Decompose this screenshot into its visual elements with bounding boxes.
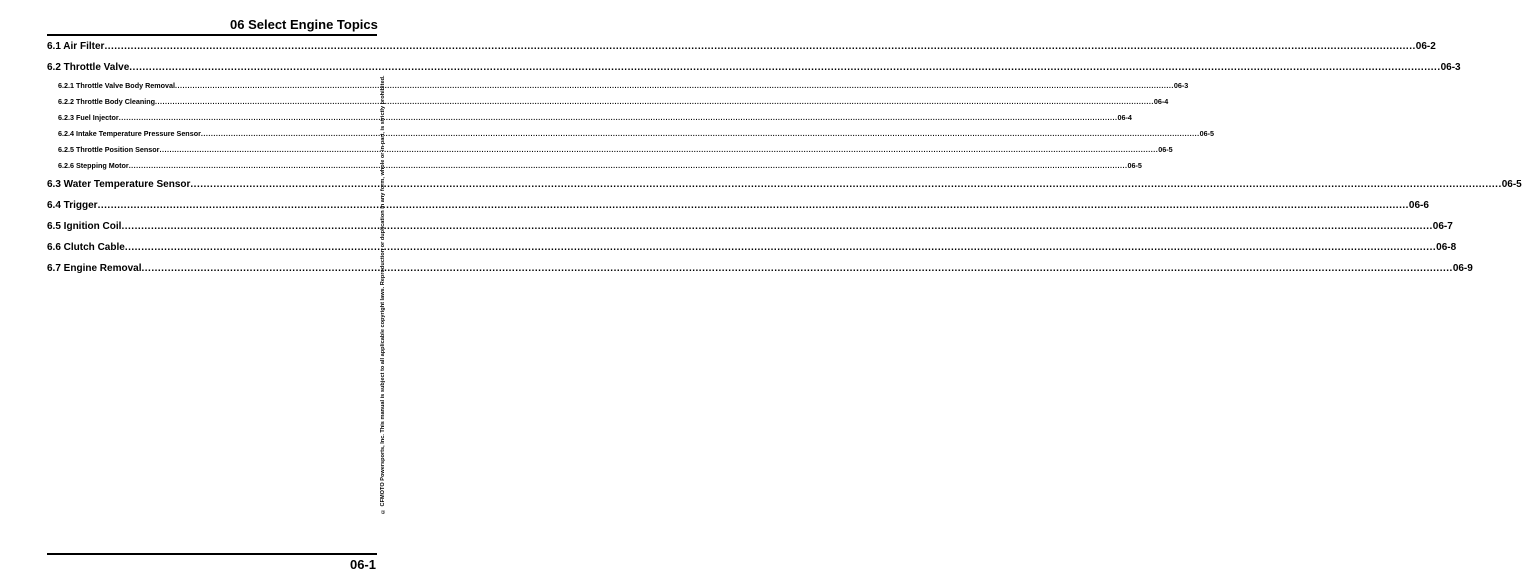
toc-entry-page: 06-4 xyxy=(1153,97,1169,106)
toc-entry-title: 6.6 Clutch Cable xyxy=(47,242,125,253)
toc-entry-title: 6.2.4 Intake Temperature Pressure Sensor xyxy=(58,129,201,138)
toc-leader-dots: ................................................................................................................................................................................................................................................................................................................................................................................................................ xyxy=(159,145,1159,154)
page-number: 06-1 xyxy=(349,557,376,572)
toc-entry[interactable] xyxy=(47,237,1457,258)
toc-leader-dots: ................................................................................................................................................................................................................................................................................................................................................................................................................ xyxy=(104,41,1416,52)
toc-subentry[interactable] xyxy=(47,158,1142,174)
toc-entry[interactable] xyxy=(47,195,1429,216)
toc-subentry[interactable] xyxy=(47,126,1215,142)
toc-entry[interactable] xyxy=(47,216,1453,237)
toc-entry-page: 06-5 xyxy=(1199,129,1215,138)
toc-subentry[interactable] xyxy=(47,142,1173,158)
toc-entry-page: 06-7 xyxy=(1432,221,1453,232)
toc-entry-title: 6.1 Air Filter xyxy=(47,41,105,52)
footer-rule xyxy=(47,553,377,555)
toc-entry-page: 06-2 xyxy=(1415,41,1436,52)
toc-entry-title: 6.2 Throttle Valve xyxy=(47,62,130,73)
toc-leader-dots: ................................................................................................................................................................................................................................................................................................................................................................................................................ xyxy=(155,97,1154,106)
toc-leader-dots: ................................................................................................................................................................................................................................................................................................................................................................................................................ xyxy=(129,62,1441,73)
toc-subentry[interactable] xyxy=(47,94,1169,110)
toc-entry-page: 06-5 xyxy=(1127,161,1142,170)
chapter-title: 06 Select Engine Topics xyxy=(230,17,378,32)
toc-leader-dots: ................................................................................................................................................................................................................................................................................................................................................................................................................ xyxy=(124,242,1437,253)
toc-entry-title: 6.7 Engine Removal xyxy=(47,263,142,274)
toc-entry-title: 6.2.5 Throttle Position Sensor xyxy=(58,145,160,154)
table-of-contents xyxy=(47,36,1522,279)
toc-leader-dots: ................................................................................................................................................................................................................................................................................................................................................................................................................ xyxy=(190,179,1502,190)
toc-entry[interactable] xyxy=(47,174,1522,195)
toc-entry-title: 6.4 Trigger xyxy=(47,200,98,211)
toc-entry-page: 06-6 xyxy=(1408,200,1429,211)
toc-entry-title: 6.2.3 Fuel Injector xyxy=(58,113,119,122)
toc-entry-page: 06-3 xyxy=(1440,62,1461,73)
toc-entry-page: 06-3 xyxy=(1173,81,1189,90)
toc-entry[interactable] xyxy=(47,258,1473,279)
toc-leader-dots: ................................................................................................................................................................................................................................................................................................................................................................................................................ xyxy=(97,200,1409,211)
toc-entry-page: 06-8 xyxy=(1436,242,1457,253)
toc-entry-page: 06-5 xyxy=(1158,145,1173,154)
toc-entry-page: 06-5 xyxy=(1501,179,1522,190)
toc-leader-dots: ................................................................................................................................................................................................................................................................................................................................................................................................................ xyxy=(200,129,1200,138)
toc-entry[interactable] xyxy=(47,36,1436,57)
toc-entry-title: 6.3 Water Temperature Sensor xyxy=(47,179,191,190)
toc-leader-dots: ................................................................................................................................................................................................................................................................................................................................................................................................................ xyxy=(175,81,1174,90)
toc-entry-title: 6.2.6 Stepping Motor xyxy=(58,161,129,170)
toc-entry-page: 06-9 xyxy=(1452,263,1473,274)
toc-subentry[interactable] xyxy=(47,78,1189,94)
toc-entry-title: 6.2.2 Throttle Body Cleaning xyxy=(58,97,156,106)
toc-entry-title: 6.5 Ignition Coil xyxy=(47,221,122,232)
copyright-notice: © CFMOTO Powersports, Inc. This manual is subject to all applicable copyright laws. Reproduction or duplication in any form, whole or in-part, is strictly prohibited. xyxy=(380,75,386,515)
toc-entry-page: 06-4 xyxy=(1117,113,1132,122)
toc-leader-dots: ................................................................................................................................................................................................................................................................................................................................................................................................................ xyxy=(121,221,1433,232)
toc-leader-dots: ................................................................................................................................................................................................................................................................................................................................................................................................................ xyxy=(141,263,1453,274)
toc-leader-dots: ................................................................................................................................................................................................................................................................................................................................................................................................................ xyxy=(128,161,1128,170)
toc-subentry[interactable] xyxy=(47,110,1132,126)
toc-entry-title: 6.2.1 Throttle Valve Body Removal xyxy=(58,81,176,90)
toc-leader-dots: ................................................................................................................................................................................................................................................................................................................................................................................................................ xyxy=(118,113,1118,122)
toc-entry[interactable] xyxy=(47,57,1461,78)
